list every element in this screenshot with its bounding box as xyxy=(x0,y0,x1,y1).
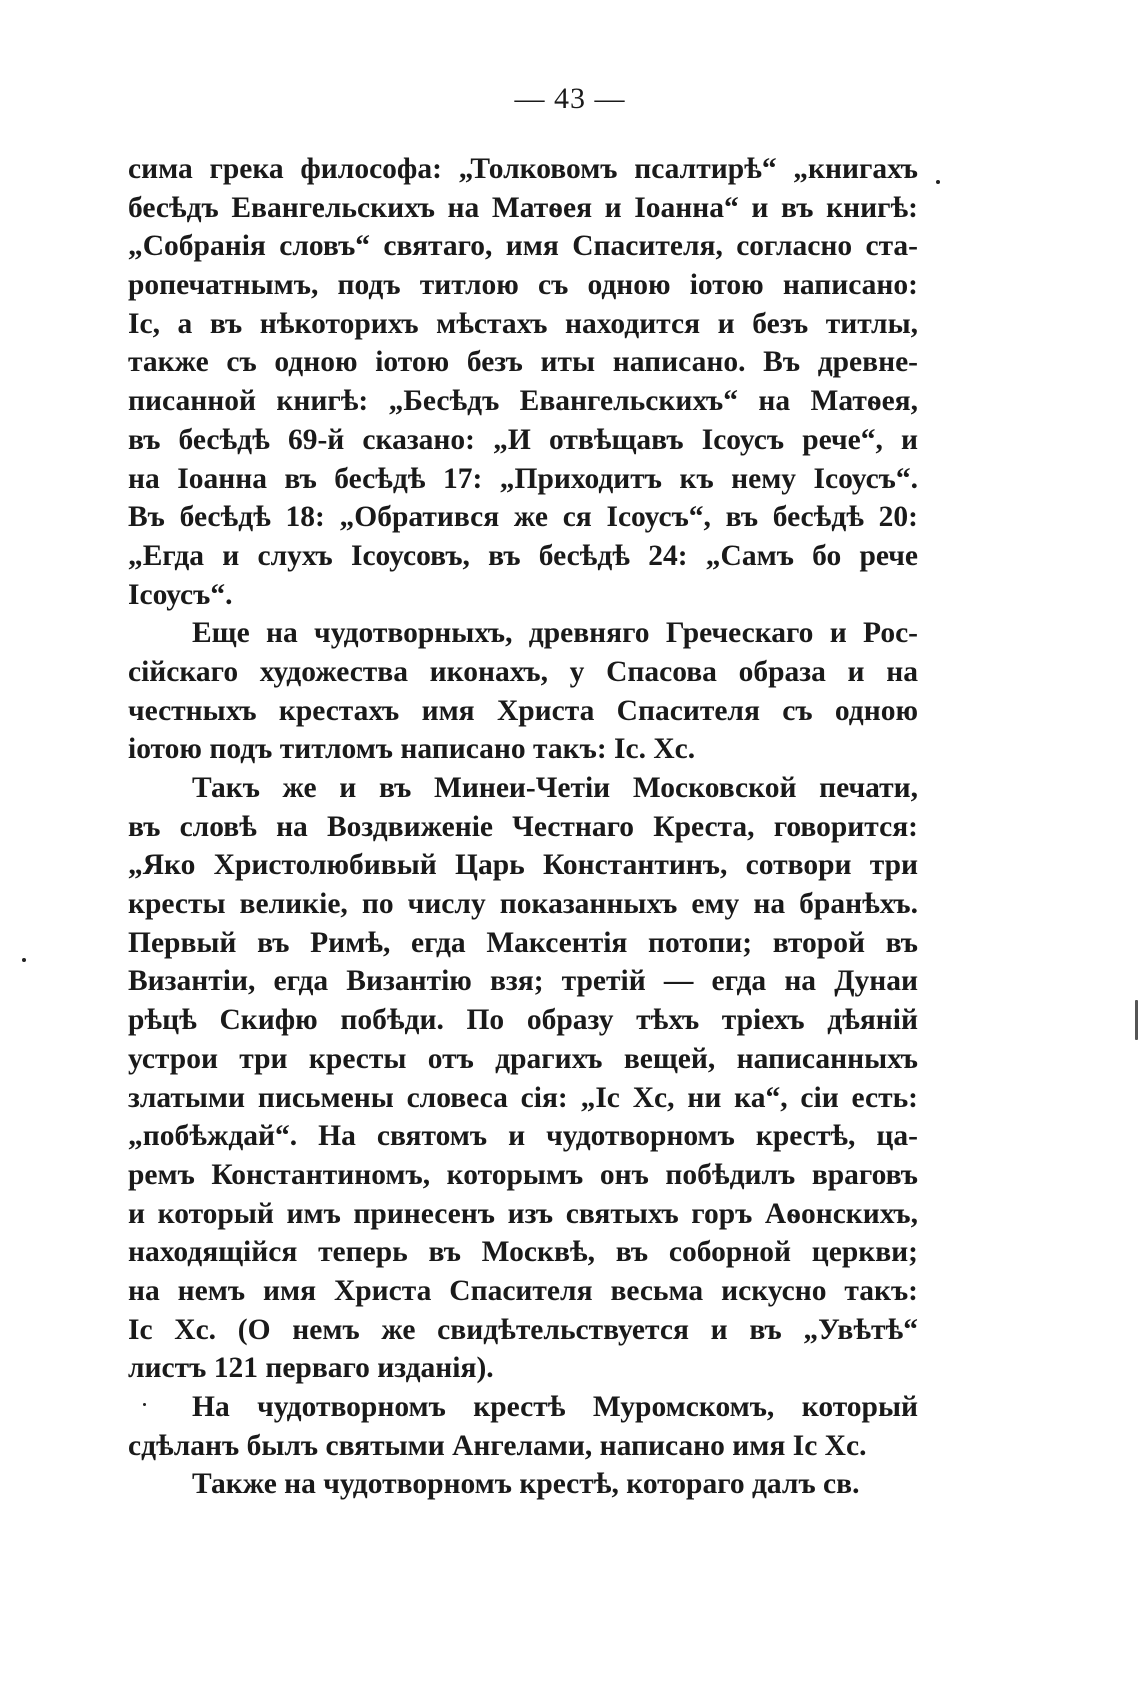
text-line: златыми письмены словеса сія: „Іс Хс, ни ка“, сіи есть: xyxy=(128,1081,918,1114)
text-line: на Іоанна въ бесѣдѣ 17: „Приходитъ къ нему Ісоусъ“. xyxy=(128,462,918,495)
text-line: „Яко Христолюбивый Царь Константинъ, сотвори три xyxy=(128,849,918,882)
text-line: Іс Хс. (О немъ же свидѣтельствуется и въ „Увѣтѣ“ xyxy=(128,1313,918,1346)
text-line: Также на чудотворномъ крестѣ, котораго далъ св. xyxy=(192,1468,860,1501)
text-line: честныхъ крестахъ имя Христа Спасителя съ одною xyxy=(128,694,918,727)
text-line: на немъ имя Христа Спасителя весьма искусно такъ: xyxy=(128,1274,918,1307)
text-line: „Собранія словъ“ святаго, имя Спасителя, согласно ста- xyxy=(128,230,918,263)
scan-speck xyxy=(1135,1000,1138,1040)
text-line: ремъ Константиномъ, которымъ онъ побѣдилъ враговъ xyxy=(128,1158,918,1191)
text-line: „Егда и слухъ Ісоусовъ, въ бесѣдѣ 24: „Самъ бо рече xyxy=(128,539,918,572)
text-line: Іс, а въ нѣкоторихъ мѣстахъ находится и безъ титлы, xyxy=(128,307,918,340)
text-line: листъ 121 перваго изданія). xyxy=(128,1352,494,1385)
page-number: — 43 — xyxy=(514,82,626,115)
text-line: Византіи, егда Византію взя; третій — егда на Дунаи xyxy=(128,965,918,998)
text-line: устрои три кресты отъ драгихъ вещей, написанныхъ xyxy=(128,1042,918,1075)
text-line: На чудотворномъ крестѣ Муромскомъ, который xyxy=(192,1391,918,1423)
text-line: іотою подъ титломъ написано такъ: Іс. Хс. xyxy=(128,733,696,766)
scan-speck xyxy=(22,958,26,962)
text-line: рѣцѣ Скифю побѣди. По образу тѣхъ тріехъ дѣяній xyxy=(128,1004,918,1037)
text-line: сійскаго художества иконахъ, у Спасова образа и на xyxy=(128,655,918,688)
scan-speck xyxy=(143,1403,146,1406)
text-line: кресты великіе, по числу показанныхъ ему на бранѣхъ. xyxy=(128,888,918,921)
text-line: „побѣждай“. На святомъ и чудотворномъ крестѣ, ца- xyxy=(128,1120,918,1153)
text-line: Еще на чудотворныхъ, древняго Греческаго и Рос- xyxy=(192,617,918,650)
text-line: Въ бесѣдѣ 18: „Обратився же ся Ісоусъ“, въ бесѣдѣ 20: xyxy=(128,501,918,534)
scan-speck xyxy=(936,180,940,184)
text-line: въ словѣ на Воздвиженіе Честнаго Креста, говорится: xyxy=(128,810,918,843)
text-line: Ісоусъ“. xyxy=(128,578,233,611)
text-line: сима грека философа: „Толковомъ псалтирѣ“ „книгахъ xyxy=(128,153,918,185)
body-text xyxy=(128,150,918,1504)
text-line: въ бесѣдѣ 69-й сказано: „И отвѣщавъ Ісоусъ рече“, и xyxy=(128,423,918,456)
text-line: находящійся теперь въ Москвѣ, въ соборной церкви; xyxy=(128,1236,918,1269)
text-line: бесѣдъ Евангельскихъ на Матѳея и Іоанна“ и въ книгѣ: xyxy=(128,191,918,224)
text-line: ропечатнымъ, подъ титлою съ одною іотою написано: xyxy=(128,269,918,302)
text-line: и который имъ принесенъ изъ святыхъ горъ Аѳонскихъ, xyxy=(128,1197,918,1230)
text-line: Первый въ Римѣ, егда Максентія потопи; второй въ xyxy=(128,926,918,959)
text-line: сдѣланъ былъ святыми Ангелами, написано имя Іс Хс. xyxy=(128,1429,867,1462)
text-line: писанной книгѣ: „Бесѣдъ Евангельскихъ“ на Матѳея, xyxy=(128,385,918,418)
text-line: также съ одною іотою безъ иты написано. Въ древне- xyxy=(128,346,918,379)
text-line: Такъ же и въ Минеи-Четіи Московской печати, xyxy=(192,772,918,804)
